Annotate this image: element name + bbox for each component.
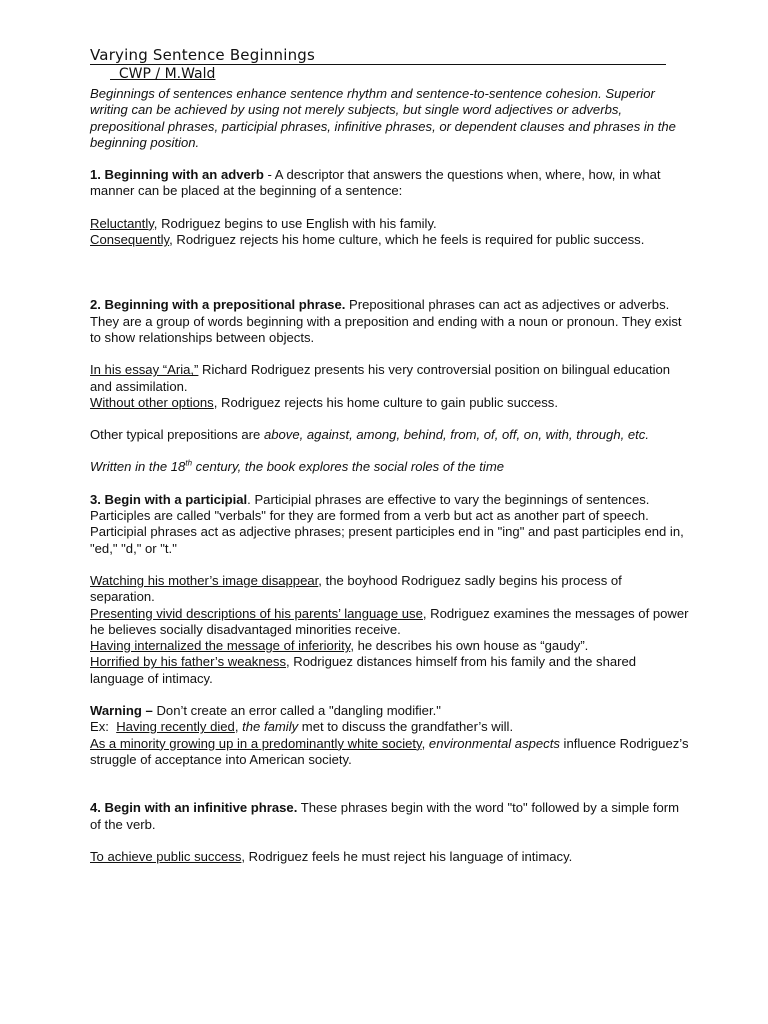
example-sentence: Presenting vivid descriptions of his parents’ language use, Rodriguez examines the messages of power he believes socially disadvantaged minorities receive. (90, 605, 689, 637)
example-sentence: Without other options, Rodriguez rejects his home culture to gain public success. (90, 394, 558, 410)
example-sentence: To achieve public success, Rodriguez feels he must reject his language of intimacy. (90, 848, 573, 864)
example-sentence: As a minority growing up in a predominantly white society, environmental aspects influence Rodriguez’s struggle of acceptance into American society. (90, 735, 689, 767)
example-sentence: In his essay “Aria,” Richard Rodriguez presents his very controversial position on bilingual education and assimilation. (90, 362, 671, 394)
section-participial-description: 3. Begin with a participial. Participial phrases are effective to vary the beginnings of sentences. Participles are called "verbals" for they are formed from a verb but act as another part of speech. Participial phrases act as adjective phrases; present participles end in "ing" and past participles end in, "ed," "d," or "t." (90, 491, 684, 556)
warning-heading: Warning – (90, 703, 153, 719)
document-body (90, 86, 690, 865)
example-sentence: Ex: Having recently died, the family met to discuss the grandfather’s will. (90, 719, 514, 735)
intro-paragraph: Beginnings of sentences enhance sentence rhythm and sentence-to-sentence cohesion. Superior writing can be achieved by using not merely subjects, but single word adjectives or adverbs, prepositional phrases, participial phrases, infinitive phrases, or dependent clauses and phrases in the beginning position. (90, 86, 676, 150)
document-subtitle: CWP / M.Wald (110, 66, 216, 82)
section-infinitive-description: 4. Begin with an infinitive phrase. These phrases begin with the word "to" followed by a simple form of the verb. (90, 800, 680, 832)
section-adverb-heading: 1. Beginning with an adverb (90, 167, 264, 183)
section-participial-heading: 3. Begin with a participial (90, 491, 248, 507)
example-sentence: Reluctantly, Rodriguez begins to use English with his family. (90, 215, 437, 231)
section-prepositional-description: 2. Beginning with a prepositional phrase. Prepositional phrases can act as adjectives or adverbs. They are a group of words beginning with a preposition and ending with a noun or pronoun. They exist to show relationships between objects. (90, 297, 682, 345)
section-prepositional-heading: 2. Beginning with a prepositional phrase. (90, 297, 346, 313)
example-sentence: Horrified by his father’s weakness, Rodriguez distances himself from his family and the shared language of intimacy. (90, 654, 637, 686)
document-title: Varying Sentence Beginnings (90, 46, 666, 65)
warning-note: Warning – Don’t create an error called a "dangling modifier." (90, 703, 441, 719)
example-sentence: Having internalized the message of inferiority, he describes his own house as “gaudy”. (90, 638, 589, 654)
prepositions-list: Other typical prepositions are above, against, among, behind, from, of, off, on, with, through, etc. (90, 427, 649, 443)
example-sentence: Watching his mother’s image disappear, the boyhood Rodriguez sadly begins his process of separation. (90, 572, 622, 605)
section-adverb-description: 1. Beginning with an adverb - A descriptor that answers the questions when, where, how, in what manner can be placed at the beginning of a sentence: (90, 167, 661, 199)
example-sentence: Consequently, Rodriguez rejects his home culture, which he feels is required for public success. (90, 232, 645, 248)
document-header (90, 46, 670, 83)
example-sentence: Written in the 18th century, the book explores the social roles of the time (90, 459, 505, 475)
section-infinitive-heading: 4. Begin with an infinitive phrase. (90, 800, 298, 816)
